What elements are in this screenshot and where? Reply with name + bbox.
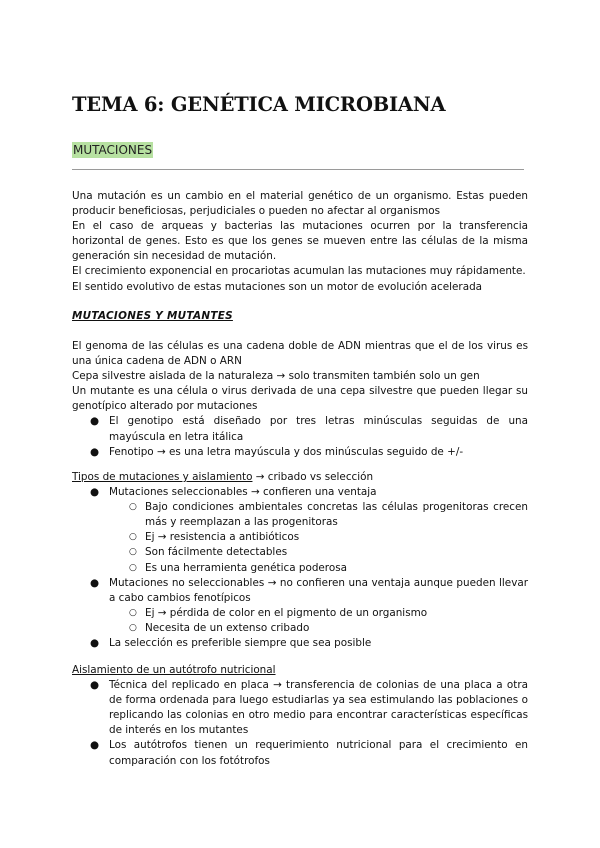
sub-list-item-text: Ej → pérdida de color en el pigmento de un organismo xyxy=(145,606,428,619)
circle-bullet-icon: ○ xyxy=(129,532,137,543)
section-heading-mutaciones: MUTACIONES xyxy=(73,143,153,157)
subsection-block xyxy=(72,309,528,324)
circle-bullet-icon: ○ xyxy=(129,562,137,573)
sub-list-item xyxy=(109,500,528,530)
intro-block xyxy=(72,189,528,295)
sub-list-item-text: Necesita de un extenso cribado xyxy=(145,621,310,634)
aislamiento-heading: Aislamiento de un autótrofo nutricional xyxy=(72,664,276,676)
sub-list-item xyxy=(109,561,528,576)
list-item-text: Los autótrofos tienen un requerimiento nutricional para el crecimiento en comparación con los fotótrofos xyxy=(109,739,528,767)
sub-list-item-text: Bajo condiciones ambientales concretas las células progenitoras crecen más y reemplazan a las progenitoras xyxy=(145,501,528,529)
list-item xyxy=(72,485,528,576)
sub-list-item xyxy=(109,545,528,560)
sub-list-item xyxy=(109,530,528,545)
mutantes-paragraph: El genoma de las células es una cadena doble de ADN mientras que el de los virus es una única cadena de ADN o ARN xyxy=(72,340,528,368)
tipos-list xyxy=(72,485,528,651)
mutantes-block xyxy=(72,339,528,460)
tipos-block xyxy=(72,470,528,651)
list-item-text: Técnica del replicado en placa → transferencia de colonias de una placa a otra de forma ordenada para luego estudiarlas ya sea estimulando las poblaciones o replicando las colonias en otro medio para encontrar características específicas de interés en los mutantes xyxy=(109,679,528,737)
aislamiento-list xyxy=(72,678,528,769)
tipos-heading: Tipos de mutaciones y aislamiento xyxy=(72,471,253,483)
sub-list-item-text: Es una herramienta genética poderosa xyxy=(145,561,347,574)
list-item xyxy=(72,738,528,768)
mutantes-paragraph: Cepa silvestre aislada de la naturaleza → solo transmiten también solo un gen xyxy=(72,370,480,383)
sub-list-item-text: Son fácilmente detectables xyxy=(145,546,288,559)
circle-bullet-icon: ○ xyxy=(129,502,137,513)
bullet-icon: ● xyxy=(90,679,100,692)
circle-bullet-icon: ○ xyxy=(129,547,137,558)
section-divider xyxy=(72,169,524,170)
intro-paragraph: El sentido evolutivo de estas mutaciones son un motor de evolución acelerada xyxy=(72,280,483,293)
list-item-text: Mutaciones seleccionables → confieren una ventaja xyxy=(109,486,377,499)
list-item-text: Mutaciones no seleccionables → no confieren una ventaja aunque pueden llevar a cabo cambios fenotípicos xyxy=(109,576,528,604)
bullet-icon: ● xyxy=(90,445,100,458)
list-item xyxy=(72,414,528,444)
bullet-icon: ● xyxy=(90,415,100,428)
page-title: TEMA 6: GENÉTICA MICROBIANA xyxy=(72,93,446,116)
list-item xyxy=(72,576,528,636)
list-item-text: El genotipo está diseñado por tres letras minúsculas seguidas de una mayúscula en letra itálica xyxy=(109,415,528,443)
tipos-heading-rest: → cribado vs selección xyxy=(252,471,374,483)
intro-paragraph: El crecimiento exponencial en procariotas acumulan las mutaciones muy rápidamente. xyxy=(72,265,526,278)
bullet-icon: ● xyxy=(90,637,100,650)
list-item xyxy=(72,678,528,738)
mutantes-paragraph: Un mutante es una célula o virus derivada de una cepa silvestre que pueden llegar su genotípico alterado por mutaciones xyxy=(72,385,528,413)
bullet-icon: ● xyxy=(90,739,100,752)
aislamiento-block xyxy=(72,663,528,769)
list-item-text: Fenotipo → es una letra mayúscula y dos minúsculas seguido de +/- xyxy=(109,445,464,458)
sub-list-item xyxy=(109,606,528,621)
circle-bullet-icon: ○ xyxy=(129,622,137,633)
sub-list-item-text: Ej → resistencia a antibióticos xyxy=(145,531,300,544)
list-item xyxy=(72,445,528,460)
circle-bullet-icon: ○ xyxy=(129,607,137,618)
sub-list xyxy=(109,500,528,575)
intro-paragraph: En el caso de arqueas y bacterias las mutaciones ocurren por la transferencia horizontal de genes. Esto es que los genes se mueven entre las células de la misma generación sin necesidad de mutación. xyxy=(72,220,528,263)
intro-paragraph: Una mutación es un cambio en el material genético de un organismo. Estas pueden producir beneficiosas, perjudiciales o pueden no afectar al organismos xyxy=(72,190,528,218)
mutantes-bullet-list xyxy=(72,414,528,459)
list-item-text: La selección es preferible siempre que sea posible xyxy=(109,637,372,650)
bullet-icon: ● xyxy=(90,576,100,589)
sub-list-item xyxy=(109,621,528,636)
list-item xyxy=(72,636,528,651)
subsection-heading: MUTACIONES Y MUTANTES xyxy=(72,310,233,322)
sub-list xyxy=(109,606,528,636)
bullet-icon: ● xyxy=(90,486,100,499)
